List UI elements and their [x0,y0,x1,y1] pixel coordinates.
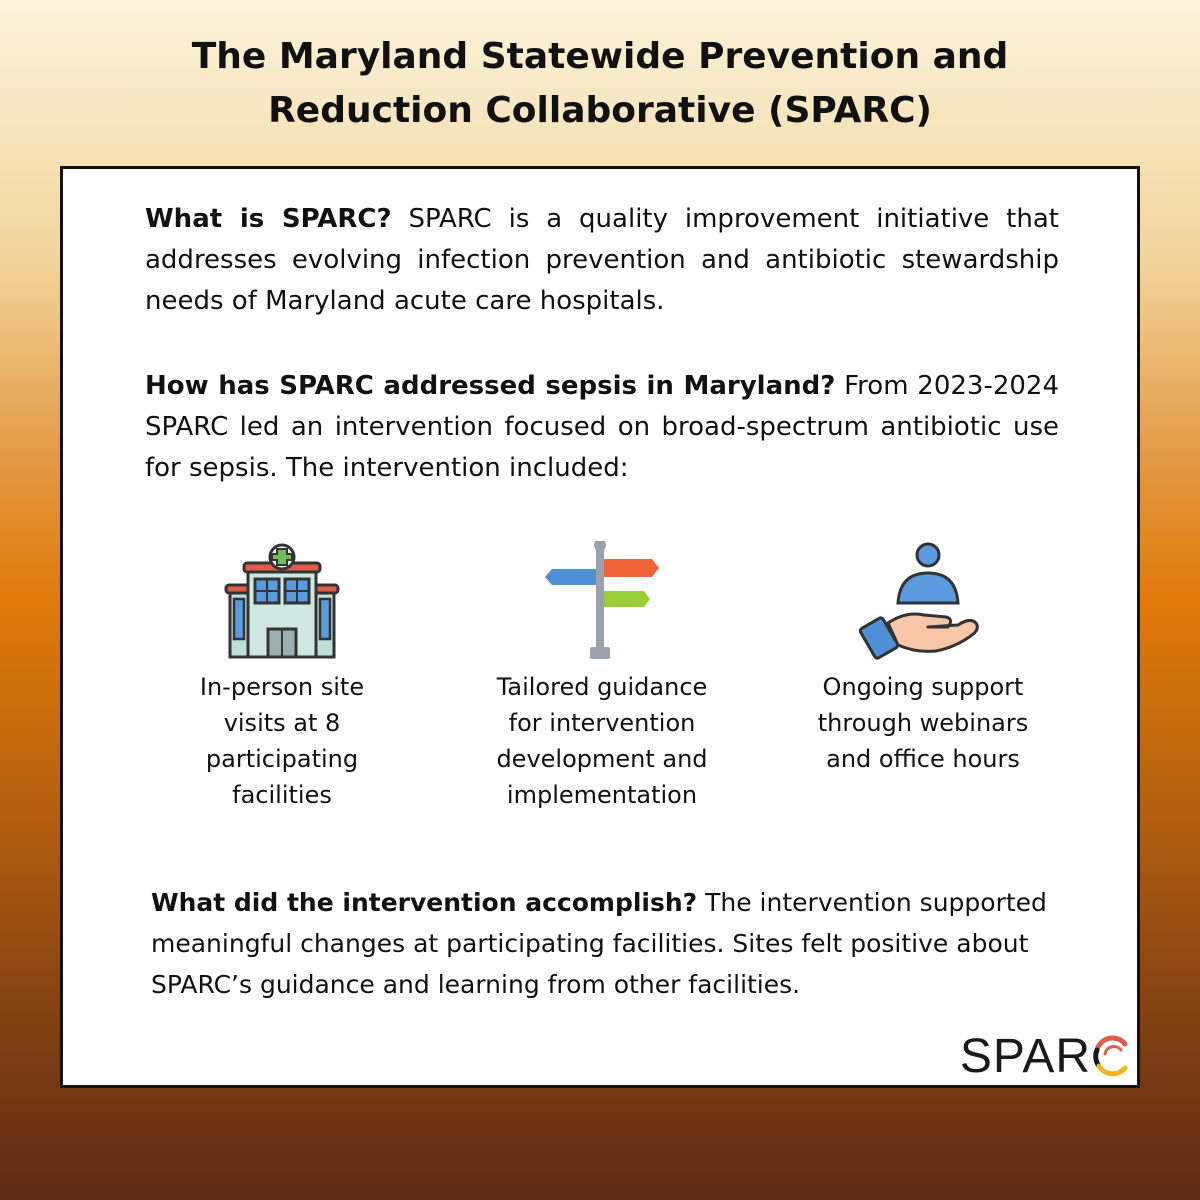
what-is-sparc-paragraph [145,199,1059,322]
hand-support-icon [858,541,988,661]
title-line-1: The Maryland Statewide Prevention and [191,36,1009,77]
tailored-guidance-item [452,541,752,813]
site-visits-caption: In-person site visits at 8 participating facilities [199,673,365,809]
info-card [60,166,1140,1088]
sepsis-body: From 2023-2024 SPARC led an intervention focused on broad-spectrum antibiotic use for sepsis. The intervention included: [145,371,1059,483]
ongoing-support-caption: Ongoing support through webinars and office hours [817,673,1029,773]
accomplish-body: The intervention supported meaningful changes at participating facilities. Sites felt positive about SPARC’s guidance and learning from other facilities. [151,888,1047,999]
signpost-icon [537,541,667,661]
sparc-logo-text: SPAR [959,1029,1091,1083]
accomplish-heading: What did the intervention accomplish? [151,888,698,917]
sparc-logo-c-icon [1091,1034,1131,1078]
what-is-body: SPARC is a quality improvement initiative that addresses evolving infection prevention and antibiotic stewardship needs of Maryland acute care hospitals. [145,204,1059,316]
accomplish-paragraph [151,882,1071,1005]
page-title [0,30,1200,138]
what-is-heading: What is SPARC? [145,204,392,234]
sparc-logo [960,1031,1131,1081]
sepsis-paragraph [145,366,1059,489]
tailored-guidance-caption: Tailored guidance for intervention development and implementation [496,673,708,809]
sepsis-heading: How has SPARC addressed sepsis in Maryland? [145,371,836,401]
ongoing-support-item [773,541,1073,777]
title-line-2: Reduction Collaborative (SPARC) [268,90,932,131]
hospital-icon [222,541,342,661]
site-visits-item [132,541,432,813]
